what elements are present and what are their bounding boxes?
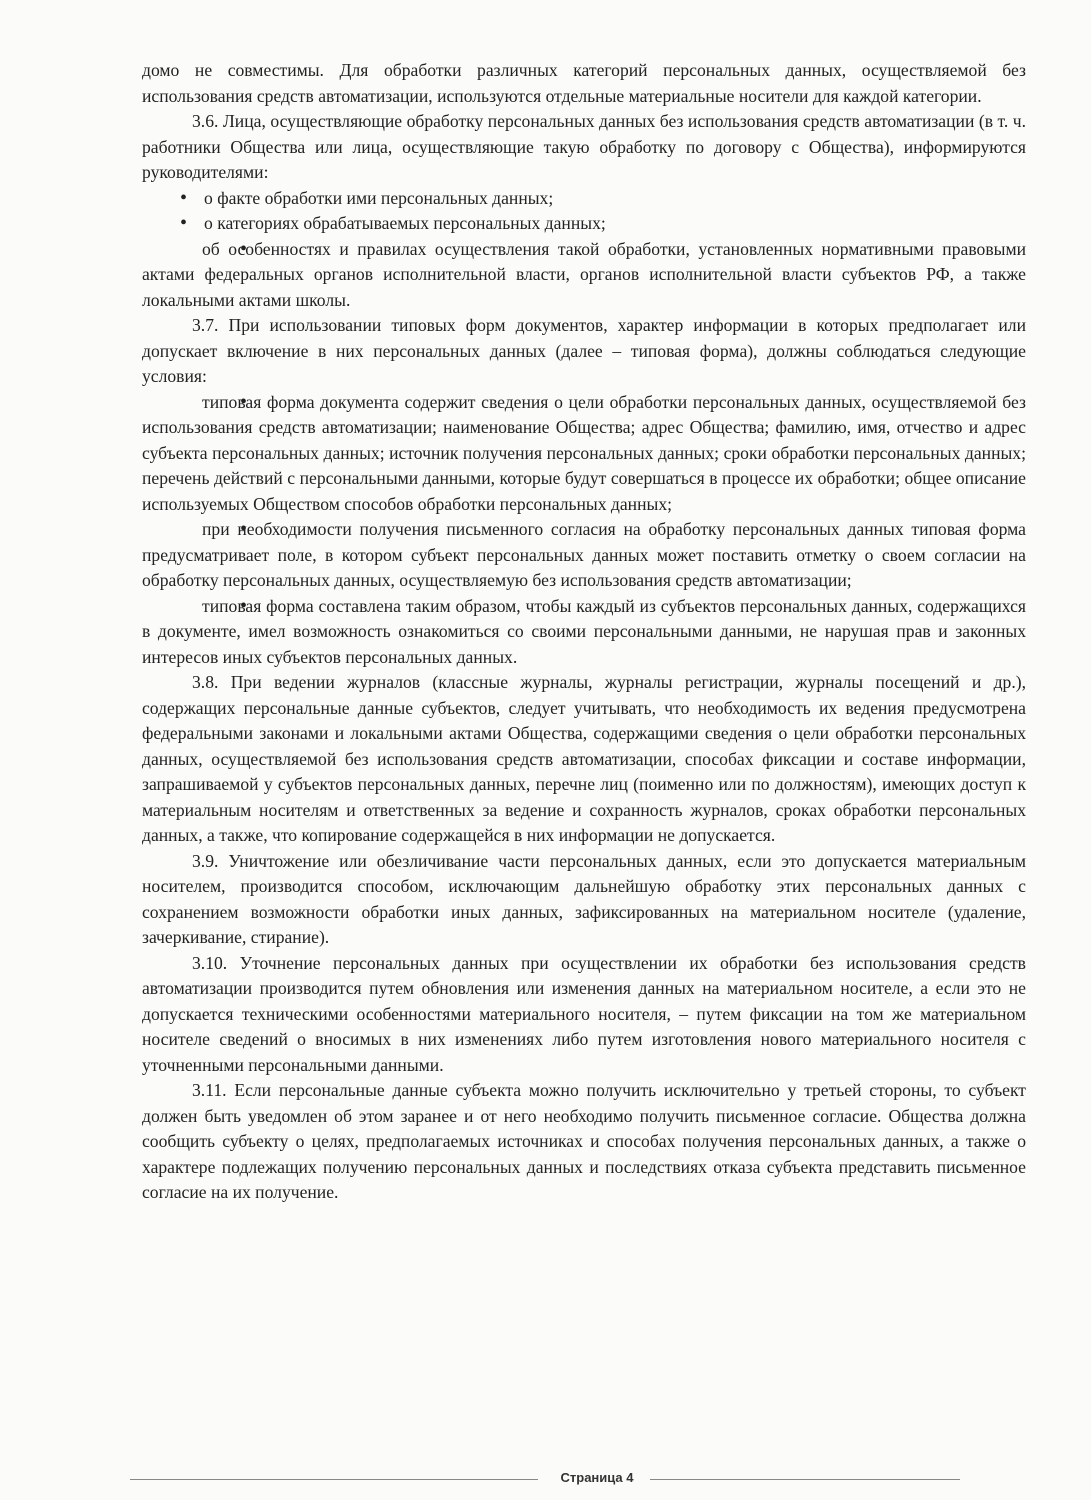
footer-rule-left xyxy=(130,1479,538,1480)
paragraph-3-10: 3.10. Уточнение персональных данных при осуществлении их обработки без использования средств автоматизации производится путем обновления или изменения данных на материальном носителе, а если это не допускается техническими особенностями материального носителя, – путем фиксации на том же материальном носителе сведений о вносимых в них изменениях либо путем изготовления нового материального носителя с уточненными персональными данными. xyxy=(142,952,1026,1075)
paragraph-3-7: 3.7. При использовании типовых форм документов, характер информации в которых предполагает или допускает включение в них персональных данных (далее – типовая форма), должны соблюдаться следующие условия: xyxy=(142,315,1026,386)
footer-rule-right xyxy=(650,1479,960,1480)
bullet-item: • об особенностях и правилах осуществления такой обработки, установленных нормативными правовыми актами федеральных органов исполнительной власти, органов исполнительной власти субъектов РФ, а также локальными актами школы. xyxy=(142,237,1026,314)
paragraph-3-8: 3.8. При ведении журналов (классные журналы, журналы регистрации, журналы посещений и др.), содержащих персональные данные субъектов, следует учитывать, что необходимость их ведения предусмотрена федеральными законами и локальными актами Общества, содержащими сведения о цели обработки персональных данных, осуществляемой без использования средств автоматизации, способах фиксации и составе информации, запрашиваемой у субъектов персональных данных, перечне лиц (поименно или по должностям), имеющих доступ к материальным носителям и ответственных за ведение и сохранность журналов, сроках обработки персональных данных, а также, что копирование содержащейся в них информации не допускается. xyxy=(142,672,1026,845)
bullet-item: • о категориях обрабатываемых персональных данных; xyxy=(142,211,1026,237)
bullet-item: • типовая форма документа содержит сведения о цели обработки персональных данных, осуществляемой без использования средств автоматизации; наименование Общества; адрес Общества; фамилию, имя, отчество и адрес субъекта персональных данных; источник получения персональных данных; сроки обработки персональных данных; перечень действий с персональными данными, которые будут совершаться в процессе их обработки; общее описание используемых Обществом способов обработки персональных данных; xyxy=(142,390,1026,518)
paragraph-3-11: 3.11. Если персональные данные субъекта можно получить исключительно у третьей стороны, то субъект должен быть уведомлен об этом заранее и от него необходимо получить письменное согласие. Общества должна сообщить субъекту о целях, предполагаемых источниках и способах получения персональных данных, а также о характере подлежащих получению персональных данных и последствиях отказа субъекта представить письменное согласие на их получение. xyxy=(142,1080,1026,1202)
page-footer xyxy=(130,1470,960,1490)
bullet-item: • при необходимости получения письменного согласия на обработку персональных данных типовая форма предусматривает поле, в котором субъект персональных данных может поставить отметку о своем согласии на обработку персональных данных, осуществляемую без использования средств автоматизации; xyxy=(142,517,1026,594)
paragraph-continuation: домо не совместимы. Для обработки различных категорий персональных данных, осуществляемой без использования средств автоматизации, используются отдельные материальные носители для каждой категории. xyxy=(142,60,1026,106)
page-number: Страница 4 xyxy=(560,1470,634,1485)
body-text xyxy=(142,58,1026,1206)
paragraph-3-6: 3.6. Лица, осуществляющие обработку персональных данных без использования средств автоматизации (в т. ч. работники Общества или лица, осуществляющие такую обработку по договору с Общества), информируются руководителями: xyxy=(142,111,1026,182)
bullet-item: • о факте обработки ими персональных данных; xyxy=(142,186,1026,212)
paragraph-3-9: 3.9. Уничтожение или обезличивание части персональных данных, если это допускается материальным носителем, производится способом, исключающим дальнейшую обработку этих персональных данных с сохранением возможности обработки иных данных, зафиксированных на материальном носителе (удаление, зачеркивание, стирание). xyxy=(142,850,1026,947)
bullet-item: • типовая форма составлена таким образом, чтобы каждый из субъектов персональных данных, содержащихся в документе, имел возможность ознакомиться со своими персональными данными, не нарушая прав и законных интересов иных субъектов персональных данных. xyxy=(142,594,1026,671)
